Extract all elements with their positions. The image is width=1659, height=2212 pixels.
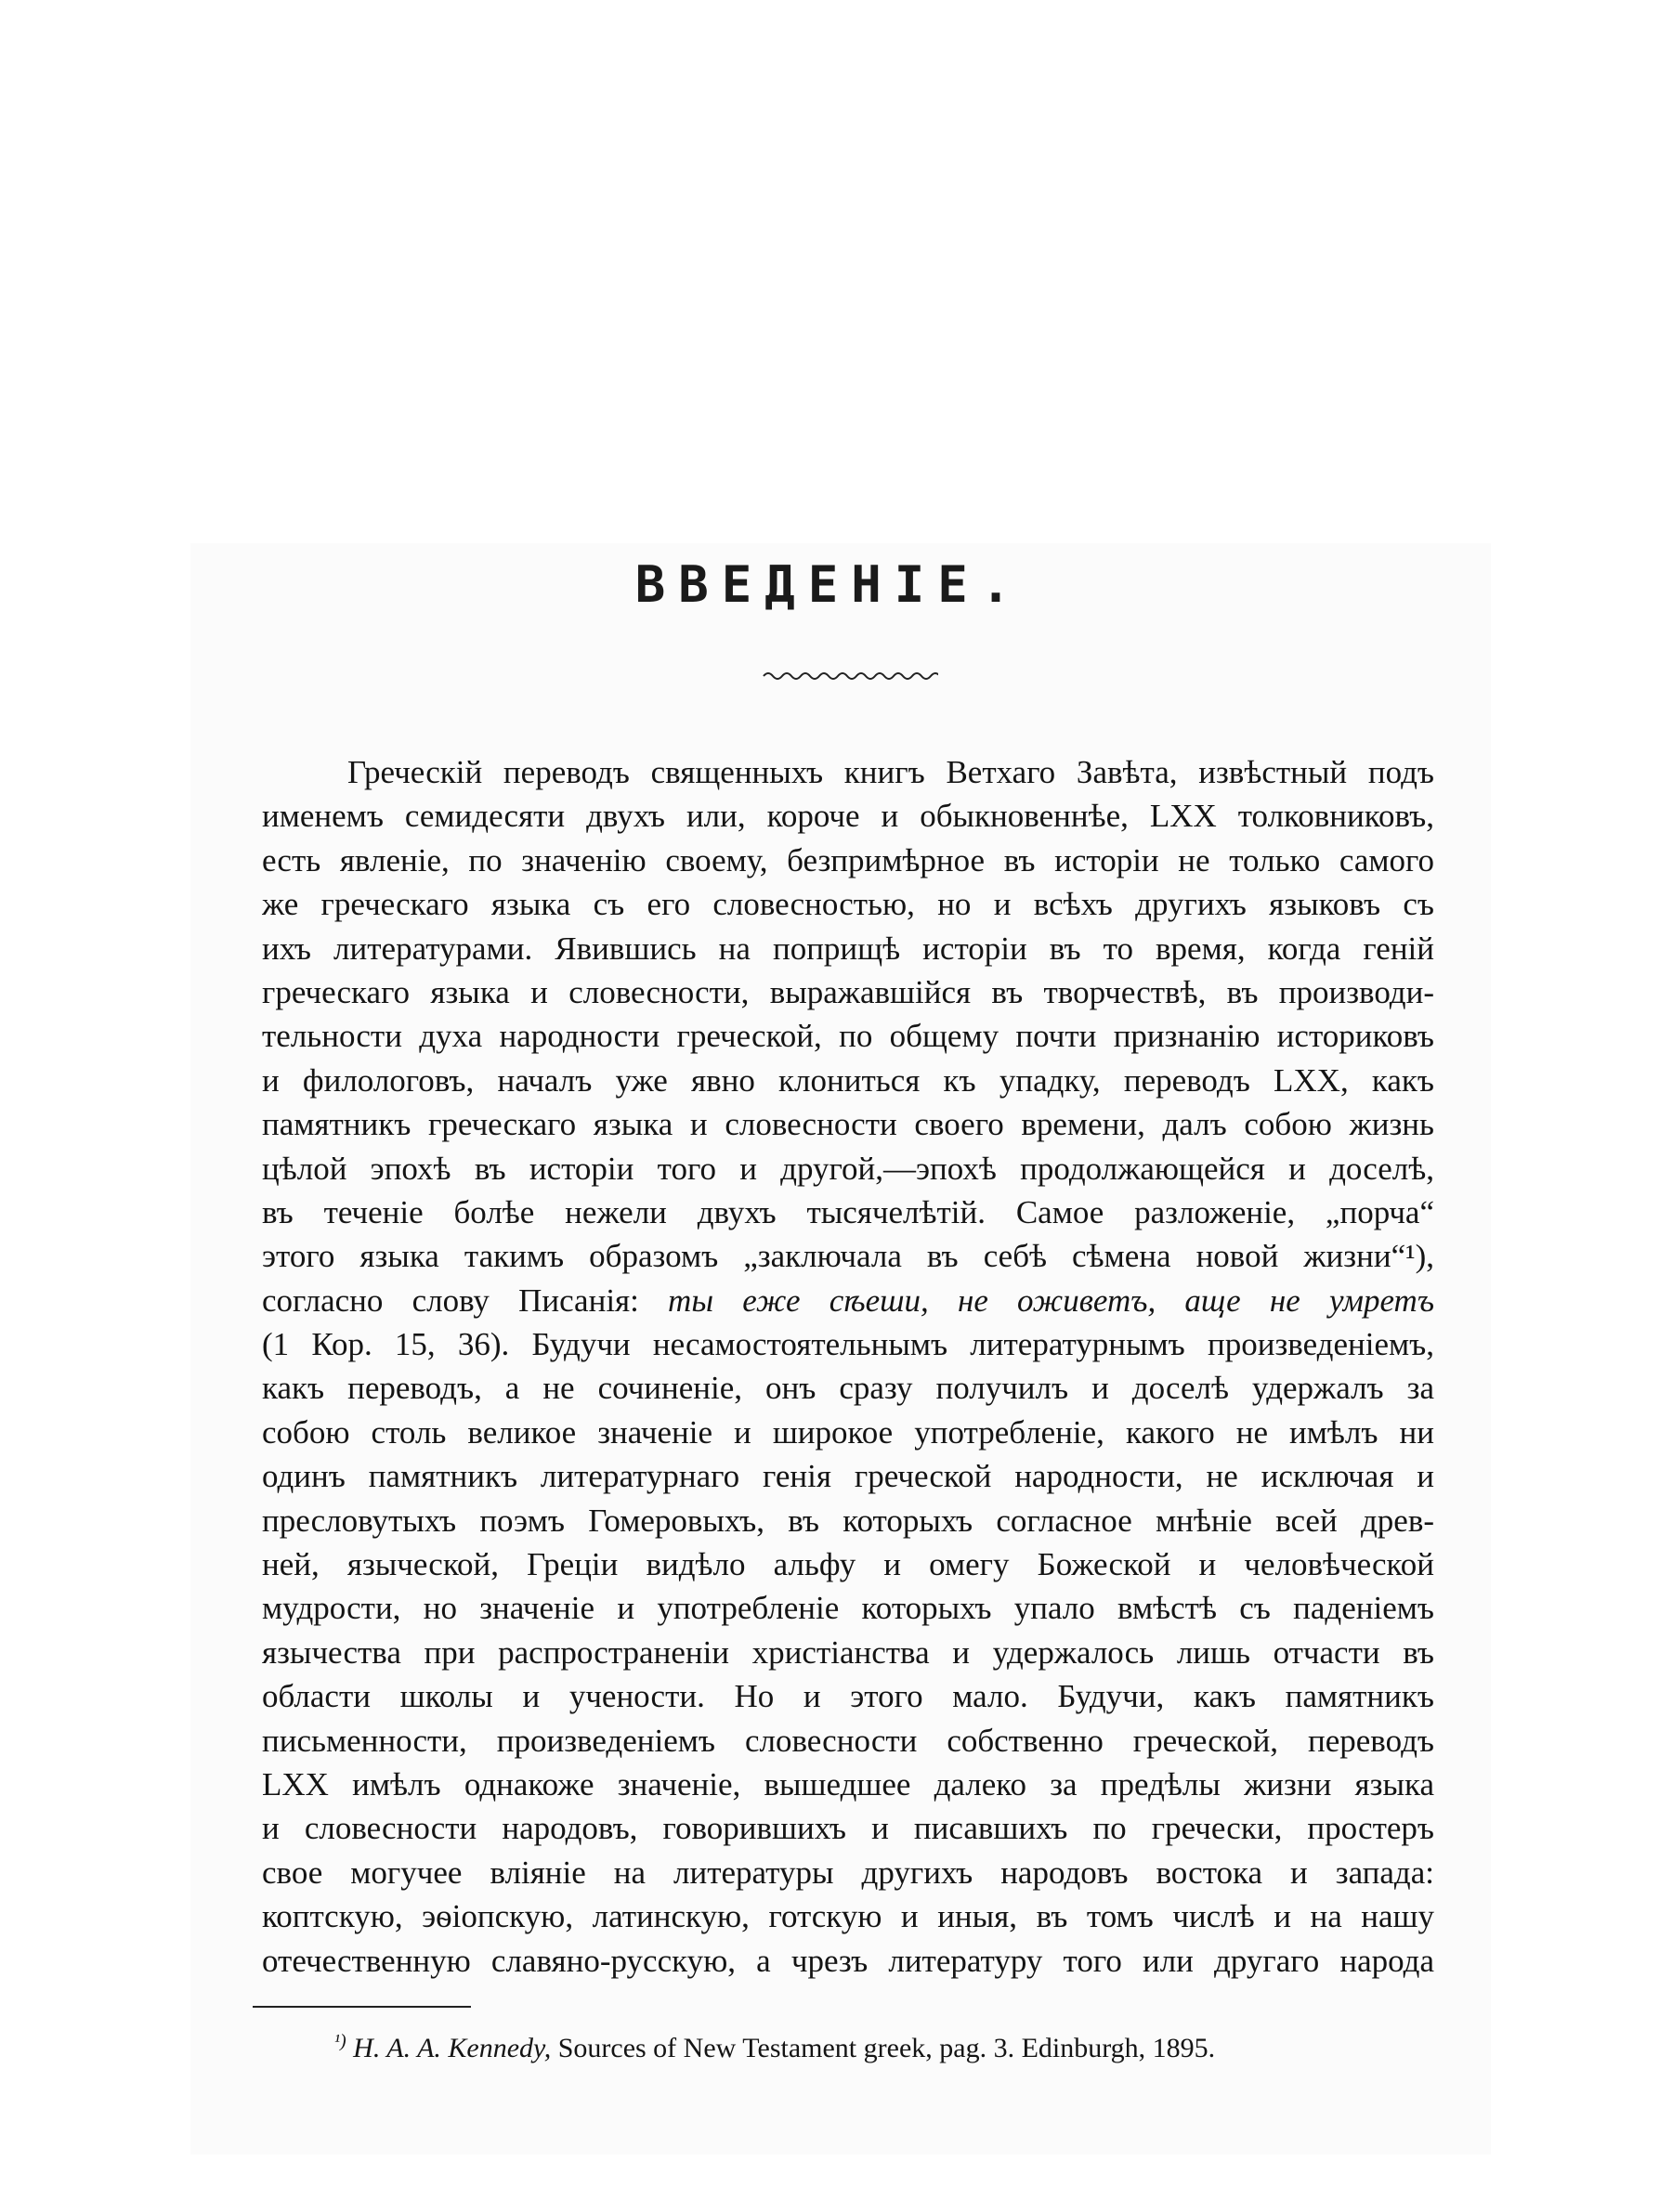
text-line: ихъ литературами. Явившись на поприщѣ исторіи въ то время, когда геній [262, 930, 1434, 967]
footnote-mark: ¹) [334, 2031, 346, 2051]
text-line: письменности, произведеніемъ словесности собственно греческой, переводъ [262, 1722, 1434, 1759]
text-line: одинъ памятникъ литературнаго генія греческой народности, не исключая и [262, 1458, 1434, 1495]
text-line: есть явленіе, по значенію своему, безпримѣрное въ исторіи не только самого [262, 841, 1434, 878]
text-line: же греческаго языка съ его словесностью, но и всѣхъ другихъ языковъ съ [262, 886, 1434, 923]
text-line: цѣлой эпохѣ въ исторіи того и другой,—эпохѣ продолжающейся и доселѣ, [262, 1150, 1434, 1187]
text-line: и филологовъ, началъ уже явно клониться къ упадку, переводъ LXX, какъ [262, 1061, 1434, 1099]
footnote-divider [253, 2006, 471, 2008]
text-line: LXX имѣлъ однакоже значеніе, вышедшее далеко за предѣлы жизни языка [262, 1765, 1434, 1802]
text-line: мудрости, но значеніе и употребленіе которыхъ упало вмѣстѣ съ паденіемъ [262, 1590, 1434, 1627]
text-line: именемъ семидесяти двухъ или, короче и обыкновеннѣе, LXX толковниковъ, [262, 798, 1434, 835]
text-line: язычества при распространеніи христіанства и удержалось лишь отчасти въ [262, 1633, 1434, 1671]
text-line: и словесности народовъ, говорившихъ и писавшихъ по гречески, простеръ [262, 1810, 1434, 1847]
text-line: ней, языческой, Греціи видѣло альфу и омегу Божеской и человѣческой [262, 1546, 1434, 1583]
text-span: согласно слову Писанія: [262, 1282, 669, 1319]
chapter-heading: ВВЕДЕНІЕ. [634, 555, 1025, 614]
footnote-text: Sources of New Testament greek, pag. 3. Edinburgh, 1895. [557, 2033, 1216, 2063]
text-line: какъ переводъ, а не сочиненіе, онъ сразу получилъ и доселѣ удержалъ за [262, 1370, 1434, 1407]
text-line: греческаго языка и словесности, выражавшійся въ творчествѣ, въ производи- [262, 973, 1434, 1010]
text-line: Греческій переводъ священныхъ книгъ Ветхаго Завѣта, извѣстный подъ [347, 754, 1434, 790]
text-line: коптскую, эѳіопскую, латинскую, готскую и иныя, въ томъ числѣ и на нашу [262, 1898, 1434, 1935]
text-line: собою столь великое значеніе и широкое употребленіе, какого не имѣлъ ни [262, 1413, 1434, 1451]
text-line: тельности духа народности греческой, по общему почти признанію историковъ [262, 1018, 1434, 1055]
scripture-quote: ты еже сѣеши, не оживетъ, аще не умретъ [668, 1282, 1434, 1319]
body-text [262, 750, 1434, 1983]
wavy-ornament [762, 667, 938, 685]
footnote-authors: H. A. A. Kennedy, [353, 2033, 552, 2063]
text-line: отечественную славяно-русскую, а чрезъ литературу того или другаго народа [262, 1942, 1434, 1979]
text-line: этого языка такимъ образомъ „заключала въ себѣ сѣмена новой жизни“¹), [262, 1238, 1434, 1275]
text-line: (1 Кор. 15, 36). Будучи несамостоятельнымъ литературнымъ произведеніемъ, [262, 1326, 1434, 1363]
text-line: памятникъ греческаго языка и словесности своего времени, далъ собою жизнь [262, 1106, 1434, 1143]
text-line: пресловутыхъ поэмъ Гомеровыхъ, въ которыхъ согласное мнѣніе всей древ- [262, 1502, 1434, 1539]
text-line: въ теченіе болѣе нежели двухъ тысячелѣтій. Самое разложеніе, „порча“ [262, 1193, 1434, 1230]
text-line: свое могучее вліяніе на литературы другихъ народовъ востока и запада: [262, 1854, 1434, 1891]
text-line-with-quote [262, 1279, 1434, 1322]
text-line: области школы и учености. Но и этого мало. Будучи, какъ памятникъ [262, 1678, 1434, 1715]
footnote [334, 2023, 1215, 2067]
